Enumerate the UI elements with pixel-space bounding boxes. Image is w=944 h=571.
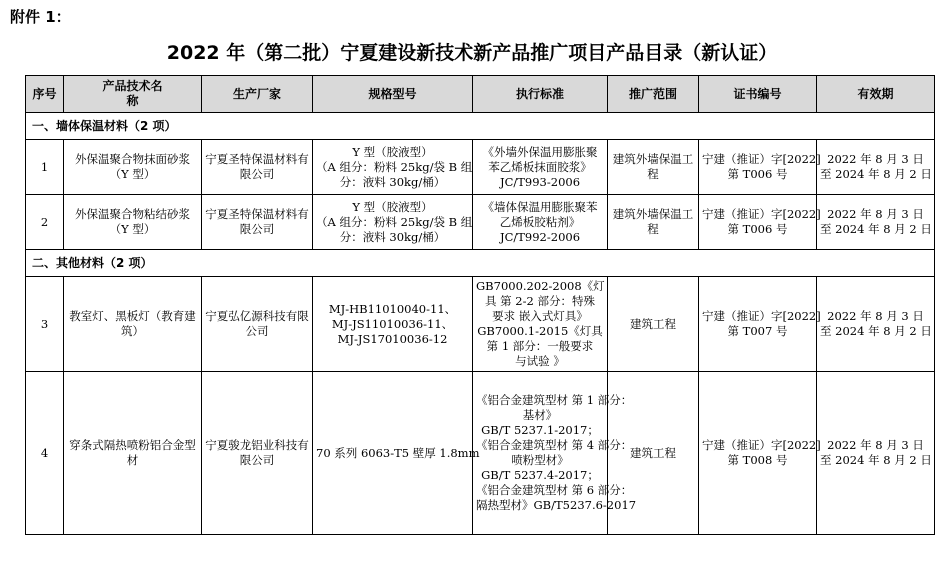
cell-cert xyxy=(699,140,821,195)
standard-line: 第 1 部分：一般要求 xyxy=(486,339,594,353)
standard-line: JC/T993-2006 xyxy=(499,174,581,189)
standard-line: 《铝合金建筑型材 第 4 部分： xyxy=(476,438,633,452)
spec-line: Y 型（胶液型） xyxy=(352,199,433,214)
cell-scope: 建筑工程 xyxy=(608,372,699,535)
cell-cert xyxy=(699,372,821,535)
cell-name: 教室灯、黑板灯（教育建筑） xyxy=(64,277,202,372)
validity-line: 至 2024 年 8 月 2 日 xyxy=(820,453,932,467)
standard-line: 要求 嵌入式灯具》 xyxy=(492,309,588,323)
validity-line: 至 2024 年 8 月 2 日 xyxy=(820,167,932,181)
cell-scope: 建筑外墙保温工程 xyxy=(608,195,699,250)
spec-line: 分：液料 30kg/桶） xyxy=(339,174,446,189)
header-cert: 证书编号 xyxy=(699,76,817,113)
section-row xyxy=(26,113,935,140)
cell-spec xyxy=(313,372,480,535)
spec-line: （A 组分：粉料 25kg/袋 B 组 xyxy=(316,159,473,174)
header-validity: 有效期 xyxy=(817,76,935,113)
cell-name: 外保温聚合物粘结砂浆（Y 型） xyxy=(64,195,202,250)
spec-line: 分：液料 30kg/桶） xyxy=(339,229,446,244)
cell-spec xyxy=(313,140,473,195)
header-spec: 规格型号 xyxy=(313,76,473,113)
header-row xyxy=(26,76,935,113)
spec-line: Y 型（胶液型） xyxy=(352,144,433,159)
standard-line: 喷粉型材》 xyxy=(511,453,569,467)
cell-validity xyxy=(817,140,935,195)
table-row xyxy=(26,195,935,250)
cert-line: 宁建（推证）字[2022] xyxy=(702,152,821,166)
standard-line: JC/T992-2006 xyxy=(499,229,581,244)
validity-line: 2022 年 8 月 3 日 xyxy=(827,152,924,166)
cert-line: 宁建（推证）字[2022] xyxy=(702,438,821,452)
cell-maker: 宁夏圣特保温材料有限公司 xyxy=(202,195,313,250)
standard-line: 《铝合金建筑型材 第 1 部分： xyxy=(476,393,633,407)
cell-maker: 宁夏圣特保温材料有限公司 xyxy=(202,140,313,195)
header-name: 产品技术名称 xyxy=(64,76,202,113)
cell-seq: 2 xyxy=(26,195,64,250)
standard-line: GB/T 5237.1-2017； xyxy=(481,423,599,437)
standard-line: 苯乙烯板抹面胶浆》 xyxy=(488,159,592,174)
cert-line: 第 T008 号 xyxy=(727,453,788,467)
cell-standard xyxy=(473,372,637,535)
standard-line: 《铝合金建筑型材 第 6 部分： xyxy=(476,483,633,497)
cell-standard xyxy=(473,140,608,195)
cert-line: 宁建（推证）字[2022] xyxy=(702,207,821,221)
cell-maker: 宁夏骏龙铝业科技有限公司 xyxy=(202,372,313,535)
cell-spec xyxy=(313,195,473,250)
cell-cert xyxy=(699,277,821,372)
cell-cert xyxy=(699,195,821,250)
cell-validity xyxy=(817,277,935,372)
header-seq: 序号 xyxy=(26,76,64,113)
cell-seq: 3 xyxy=(26,277,64,372)
header-scope: 推广范围 xyxy=(608,76,699,113)
cell-standard xyxy=(473,277,608,372)
cell-scope: 建筑外墙保温工程 xyxy=(608,140,699,195)
table-row xyxy=(26,372,935,535)
cell-seq: 1 xyxy=(26,140,64,195)
cell-spec xyxy=(313,277,473,372)
cell-name: 穿条式隔热喷粉铝合金型材 xyxy=(64,372,202,535)
section-label: 一、墙体保温材料（2 项） xyxy=(26,113,935,140)
standard-line: GB/T 5237.4-2017； xyxy=(481,468,599,482)
cell-validity xyxy=(817,195,935,250)
page-title: 2022 年（第二批）宁夏建设新技术新产品推广项目产品目录（新认证） xyxy=(166,42,778,64)
standard-line: 乙烯板胶粘剂》 xyxy=(499,214,581,229)
attachment-label: 附件 1： xyxy=(10,8,71,26)
standard-line: GB7000.202-2008《灯 xyxy=(476,279,605,293)
cell-maker: 宁夏弘亿源科技有限公司 xyxy=(202,277,313,372)
cell-scope: 建筑工程 xyxy=(608,277,699,372)
table-row xyxy=(26,277,935,372)
spec-line: 70 系列 6063-T5 壁厚 1.8mm xyxy=(316,445,480,460)
cell-name: 外保温聚合物抹面砂浆（Y 型） xyxy=(64,140,202,195)
standard-line: 《墙体保温用膨胀聚苯 xyxy=(482,199,598,214)
standard-line: 与试验 》 xyxy=(515,354,565,368)
spec-line: （A 组分：粉料 25kg/袋 B 组 xyxy=(316,214,473,229)
validity-line: 2022 年 8 月 3 日 xyxy=(827,438,924,452)
section-row xyxy=(26,250,935,277)
standard-line: 具 第 2-2 部分：特殊 xyxy=(485,294,595,308)
section-label: 二、其他材料（2 项） xyxy=(26,250,935,277)
spec-line: MJ-HB11010040-11、 xyxy=(328,301,457,316)
product-catalog-table xyxy=(25,75,935,535)
spec-line: MJ-JS17010036-12 xyxy=(337,331,448,346)
cert-line: 第 T007 号 xyxy=(727,324,788,338)
cell-standard xyxy=(473,195,608,250)
spec-line: MJ-JS11010036-11、 xyxy=(331,316,454,331)
validity-line: 2022 年 8 月 3 日 xyxy=(827,207,924,221)
table-row xyxy=(26,140,935,195)
validity-line: 至 2024 年 8 月 2 日 xyxy=(820,222,932,236)
header-maker: 生产厂家 xyxy=(202,76,313,113)
standard-line: 隔热型材》GB/T5237.6-2017 xyxy=(476,498,637,512)
header-standard: 执行标准 xyxy=(473,76,608,113)
cert-line: 宁建（推证）字[2022] xyxy=(702,309,821,323)
validity-line: 至 2024 年 8 月 2 日 xyxy=(820,324,932,338)
standard-line: 基材》 xyxy=(522,408,558,422)
cell-seq: 4 xyxy=(26,372,64,535)
cert-line: 第 T006 号 xyxy=(727,167,788,181)
validity-line: 2022 年 8 月 3 日 xyxy=(827,309,924,323)
standard-line: 《外墙外保温用膨胀聚 xyxy=(482,144,598,159)
cell-validity xyxy=(817,372,935,535)
cert-line: 第 T006 号 xyxy=(727,222,788,236)
standard-line: GB7000.1-2015《灯具 xyxy=(477,324,603,338)
